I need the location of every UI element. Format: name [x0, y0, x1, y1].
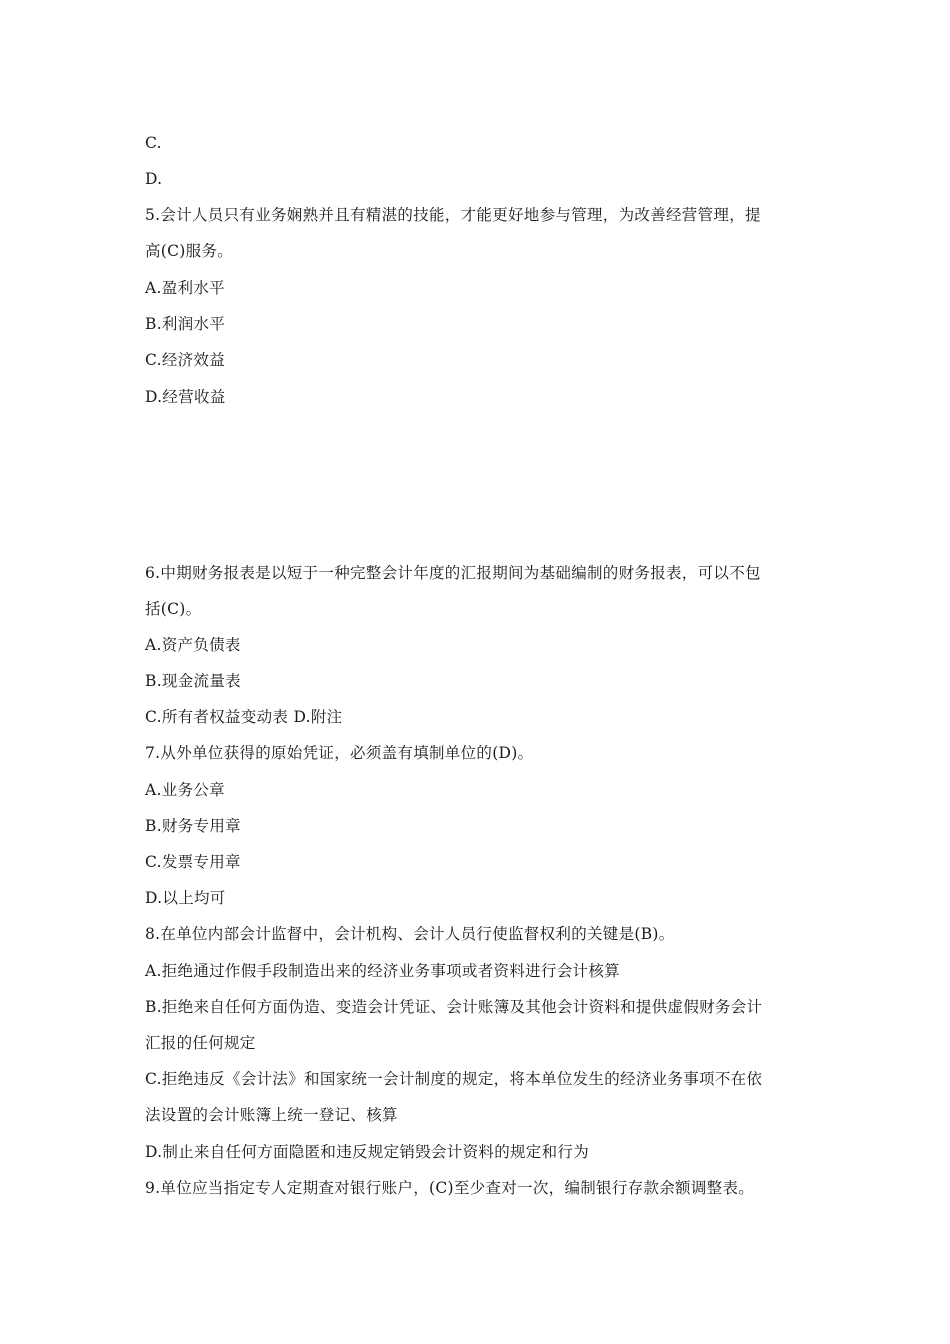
q8-option-a: A.拒绝通过作假手段制造出来的经济业务事项或者资料进行会计核算: [145, 962, 620, 980]
q8-option-b-line-1: B.拒绝来自任何方面伪造、变造会计凭证、会计账簿及其他会计资料和提供虚假财务会计: [145, 998, 763, 1016]
q8-option-c-line-2: 法设置的会计账簿上统一登记、核算: [145, 1106, 398, 1124]
q8-option-c-line-1: C.拒绝违反《会计法》和国家统一会计制度的规定，将本单位发生的经济业务事项不在依: [145, 1070, 763, 1088]
question-8: 8.在单位内部会计监督中，会计机构、会计人员行使监督权利的关键是(B)。: [145, 925, 675, 943]
option-c-prev: C.: [145, 134, 162, 152]
q5-option-b: B.利润水平: [145, 315, 226, 333]
question-5-line-2: 高(C)服务。: [145, 242, 234, 260]
q5-option-c: C.经济效益: [145, 351, 226, 369]
question-6-line-2: 括(C)。: [145, 600, 202, 618]
question-7: 7.从外单位获得的原始凭证，必须盖有填制单位的(D)。: [145, 744, 534, 762]
question-5-line-1: 5.会计人员只有业务娴熟并且有精湛的技能，才能更好地参与管理，为改善经营管理，提: [145, 206, 761, 224]
q6-option-b: B.现金流量表: [145, 672, 241, 690]
q7-option-b: B.财务专用章: [145, 817, 241, 835]
question-6-line-1: 6.中期财务报表是以短于一种完整会计年度的汇报期间为基础编制的财务报表，可以不包: [145, 564, 761, 582]
q7-option-d: D.以上均可: [145, 889, 226, 907]
q8-option-b-line-2: 汇报的任何规定: [145, 1034, 256, 1052]
q6-option-a: A.资产负债表: [145, 636, 241, 654]
q5-option-d: D.经营收益: [145, 388, 226, 406]
option-d-prev: D.: [145, 170, 163, 188]
question-9: 9.单位应当指定专人定期查对银行账户，(C)至少查对一次，编制银行存款余额调整表。: [145, 1179, 755, 1197]
q7-option-a: A.业务公章: [145, 781, 225, 799]
q6-option-c-d: C.所有者权益变动表 D.附注: [145, 708, 343, 726]
q8-option-d: D.制止来自任何方面隐匿和违反规定销毁会计资料的规定和行为: [145, 1143, 590, 1161]
q7-option-c: C.发票专用章: [145, 853, 241, 871]
q5-option-a: A.盈利水平: [145, 279, 225, 297]
